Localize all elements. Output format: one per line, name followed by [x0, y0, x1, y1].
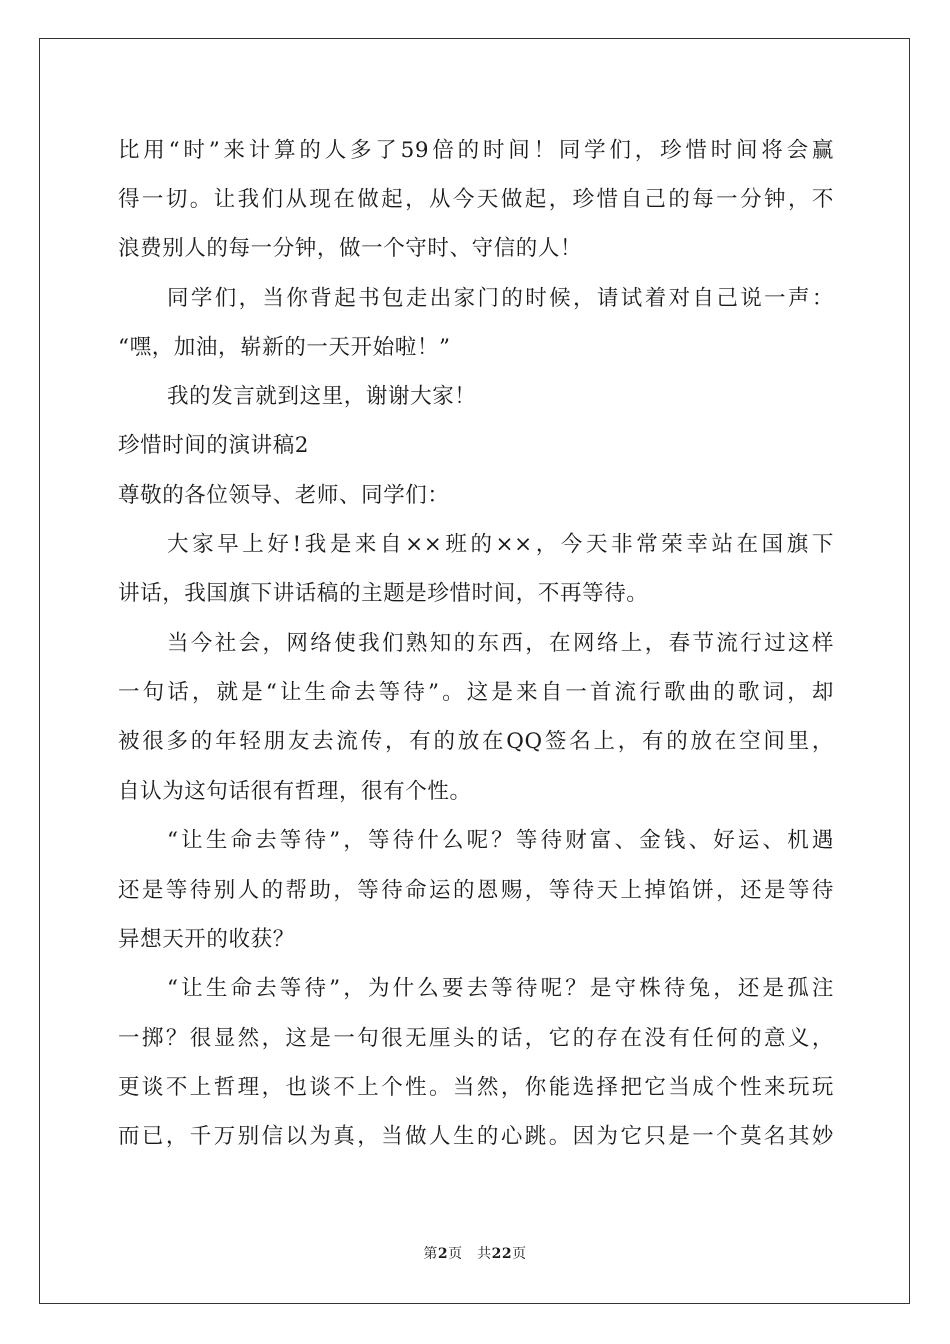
footer-total-pages: 22 — [491, 1246, 513, 1262]
text-line: 被很多的年轻朋友去流传，有的放在QQ签名上，有的放在空间里， — [118, 729, 834, 754]
text-line: 我的发言就到这里，谢谢大家！ — [167, 384, 477, 409]
text-line: 还是等待别人的帮助，等待命运的恩赐，等待天上掉馅饼，还是等待 — [118, 878, 834, 903]
text-line: 当今社会，网络使我们熟知的东西，在网络上，春节流行过这样 — [167, 631, 834, 656]
text-line: “让生命去等待”，为什么要去等待呢？是守株待兔，还是孤注 — [167, 976, 834, 1001]
text-line: 大家早上好!我是来自××班的××，今天非常荣幸站在国旗下 — [167, 532, 834, 557]
footer-prefix: 第 — [423, 1246, 438, 1262]
text-line: 更谈不上哲理，也谈不上个性。当然，你能选择把它当成个性来玩玩 — [118, 1075, 834, 1100]
section-heading: 珍惜时间的演讲稿2 — [118, 433, 310, 458]
text-line: 自认为这句话很有哲理，很有个性。 — [118, 779, 472, 804]
text-line: 讲话，我国旗下讲话稿的主题是珍惜时间，不再等待。 — [118, 581, 649, 606]
text-line: 而已，千万别信以为真，当做人生的心跳。因为它只是一个莫名其妙 — [118, 1124, 834, 1149]
text-line: 得一切。让我们从现在做起，从今天做起，珍惜自己的每一分钟，不 — [118, 187, 834, 212]
text-line: 一句话，就是“让生命去等待”。这是来自一首流行歌曲的歌词，却 — [118, 680, 834, 705]
text-line: 比用“时”来计算的人多了59倍的时间！同学们，珍惜时间将会赢 — [118, 138, 834, 163]
page-footer — [0, 1244, 950, 1264]
text-line: 异想天开的收获？ — [118, 927, 295, 952]
text-line: 同学们，当你背起书包走出家门的时候，请试着对自己说一声： — [167, 286, 834, 311]
salutation: 尊敬的各位领导、老师、同学们： — [118, 483, 450, 508]
footer-mid: 页 共 — [448, 1246, 492, 1262]
text-line: “让生命去等待”，等待什么呢？等待财富、金钱、好运、机遇 — [167, 828, 834, 853]
text-line: “嘿，加油，崭新的一天开始啦！” — [118, 335, 451, 360]
text-line: 一掷？很显然，这是一句很无厘头的话，它的存在没有任何的意义， — [118, 1026, 834, 1051]
text-line: 浪费别人的每一分钟，做一个守时、守信的人！ — [118, 236, 583, 261]
footer-page-number: 2 — [437, 1246, 449, 1262]
footer-suffix: 页 — [512, 1246, 527, 1262]
